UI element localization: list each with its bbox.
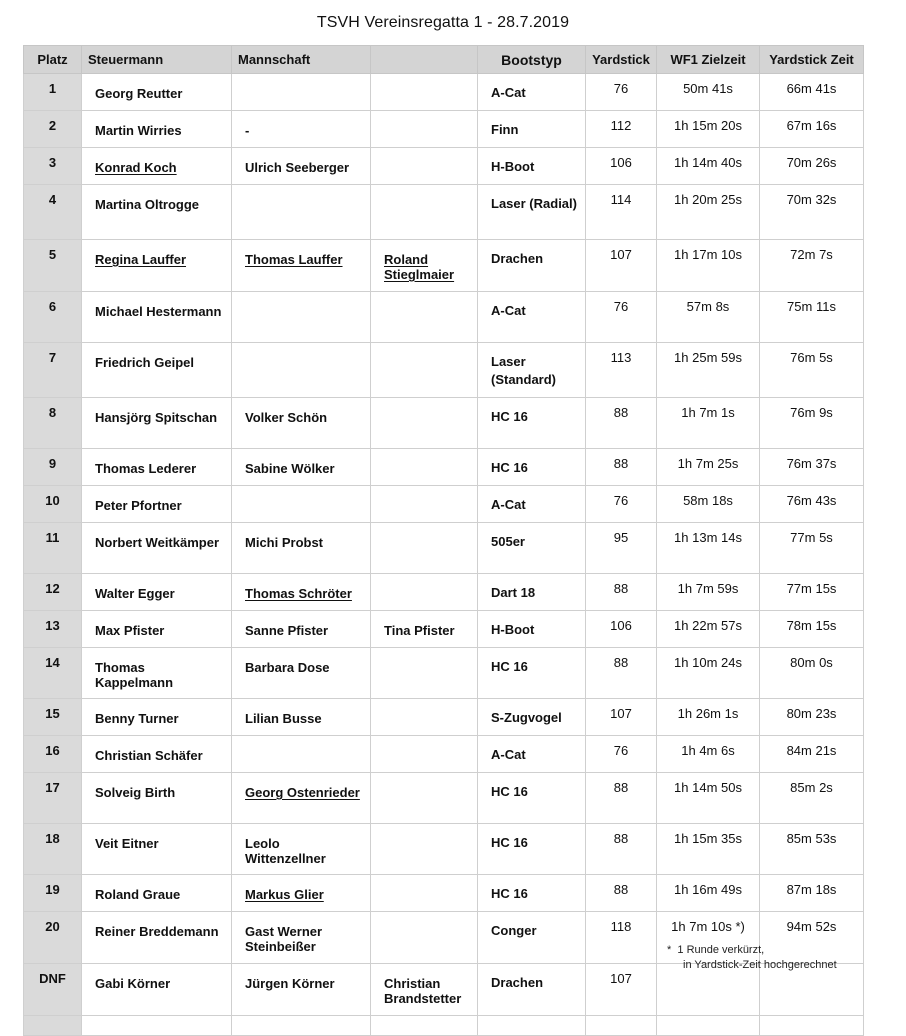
cell-crew-1: [232, 875, 371, 912]
cell-bootstyp: A-Cat: [478, 74, 586, 111]
cell-crew-1: Volker Schön: [232, 398, 371, 449]
header-mannschaft: Mannschaft: [232, 46, 371, 74]
cell-yardstick: 76: [586, 736, 657, 773]
cell-zielzeit: 1h 15m 35s: [657, 824, 760, 875]
cell-yardstick: 88: [586, 875, 657, 912]
cell-platz: 7: [24, 343, 82, 398]
table-row: [24, 343, 864, 398]
cell-steuermann: Michael Hestermann: [82, 292, 232, 343]
cell-yardstick: 88: [586, 574, 657, 611]
cell-bootstyp: Dart 18: [478, 574, 586, 611]
cell-bootstyp: HC 16: [478, 773, 586, 824]
cell-crew-1: [232, 74, 371, 111]
cell-zielzeit: 1h 13m 14s: [657, 523, 760, 574]
steuermann-link: Regina Lauffer: [95, 252, 187, 267]
crew-link: Georg Ostenrieder: [245, 785, 360, 800]
cell-platz: 5: [24, 240, 82, 292]
cell-crew-1: Sanne Pfister: [232, 611, 371, 648]
cell-bootstyp: 505er: [478, 523, 586, 574]
cell-bootstyp: A-Cat: [478, 736, 586, 773]
header-yardstick-zeit: Yardstick Zeit: [760, 46, 864, 74]
table-row: [24, 773, 864, 824]
cell-crew-2: [371, 240, 478, 292]
cell-yardstick-zeit: 75m 11s: [760, 292, 864, 343]
cell-yardstick: 95: [586, 523, 657, 574]
footnote-line-1: * 1 Runde verkürzt,: [667, 944, 765, 956]
cell-yardstick-zeit: 87m 18s: [760, 875, 864, 912]
cell-empty: [478, 1016, 586, 1036]
table-row: [24, 292, 864, 343]
cell-zielzeit: 1h 14m 40s: [657, 148, 760, 185]
cell-platz: 14: [24, 648, 82, 699]
header-yardstick: Yardstick: [586, 46, 657, 74]
cell-bootstyp: Drachen: [478, 240, 586, 292]
cell-bootstyp: Laser (Radial): [478, 185, 586, 240]
cell-crew-2: [371, 824, 478, 875]
table-row: [24, 736, 864, 773]
cell-platz: DNF: [24, 964, 82, 1016]
cell-yardstick-zeit: 84m 21s: [760, 736, 864, 773]
cell-zielzeit: 1h 14m 50s: [657, 773, 760, 824]
cell-yardstick-zeit: 94m 52s: [760, 912, 864, 964]
cell-crew-2: [371, 148, 478, 185]
cell-yardstick-zeit: 76m 43s: [760, 486, 864, 523]
cell-crew-2: [371, 398, 478, 449]
cell-platz: 3: [24, 148, 82, 185]
cell-yardstick: 88: [586, 398, 657, 449]
cell-zielzeit: 1h 7m 25s: [657, 449, 760, 486]
table-row: [24, 648, 864, 699]
crew-link: Thomas Lauffer: [245, 252, 343, 267]
cell-zielzeit: 1h 22m 57s: [657, 611, 760, 648]
cell-empty: [371, 1016, 478, 1036]
cell-steuermann: Veit Eitner: [82, 824, 232, 875]
cell-bootstyp: Drachen: [478, 964, 586, 1016]
cell-platz: 19: [24, 875, 82, 912]
header-mannschaft-2: [371, 46, 478, 74]
cell-yardstick-zeit: 70m 32s: [760, 185, 864, 240]
cell-crew-2: Tina Pfister: [371, 611, 478, 648]
table-row: [24, 699, 864, 736]
cell-bootstyp: HC 16: [478, 824, 586, 875]
table-row: [24, 574, 864, 611]
cell-yardstick-zeit: 77m 5s: [760, 523, 864, 574]
cell-yardstick-zeit: 76m 5s: [760, 343, 864, 398]
header-bootstyp: Bootstyp: [478, 46, 586, 74]
cell-platz: 10: [24, 486, 82, 523]
cell-steuermann: Reiner Breddemann: [82, 912, 232, 964]
table-row: [24, 824, 864, 875]
cell-crew-2: [371, 111, 478, 148]
cell-crew-2: [371, 523, 478, 574]
cell-platz: 9: [24, 449, 82, 486]
cell-bootstyp: HC 16: [478, 449, 586, 486]
footnote: [667, 943, 837, 973]
cell-crew-1: [232, 773, 371, 824]
cell-yardstick-zeit: 76m 9s: [760, 398, 864, 449]
cell-empty: [586, 1016, 657, 1036]
crew-link: Roland Stieglmaier: [384, 252, 455, 282]
cell-bootstyp: H-Boot: [478, 611, 586, 648]
cell-crew-1: [232, 343, 371, 398]
cell-crew-1: Jürgen Körner: [232, 964, 371, 1016]
cell-platz: 18: [24, 824, 82, 875]
cell-crew-1: [232, 292, 371, 343]
cell-zielzeit: 1h 15m 20s: [657, 111, 760, 148]
cell-empty: [760, 1016, 864, 1036]
cell-yardstick: 88: [586, 449, 657, 486]
cell-crew-1: Gast Werner Steinbeißer: [232, 912, 371, 964]
cell-zielzeit: 1h 17m 10s: [657, 240, 760, 292]
cell-zielzeit: 58m 18s: [657, 486, 760, 523]
cell-yardstick: 114: [586, 185, 657, 240]
cell-steuermann: Benny Turner: [82, 699, 232, 736]
cell-steuermann: Solveig Birth: [82, 773, 232, 824]
cell-crew-2: [371, 875, 478, 912]
cell-steuermann: Christian Schäfer: [82, 736, 232, 773]
table-row: [24, 240, 864, 292]
cell-yardstick-zeit: 80m 0s: [760, 648, 864, 699]
cell-crew-1: Lilian Busse: [232, 699, 371, 736]
cell-crew-2: [371, 292, 478, 343]
table-row: [24, 449, 864, 486]
cell-steuermann: Georg Reutter: [82, 74, 232, 111]
table-row: [24, 875, 864, 912]
cell-bootstyp: A-Cat: [478, 486, 586, 523]
cell-crew-2: [371, 736, 478, 773]
cell-platz: [24, 1016, 82, 1036]
cell-zielzeit: 1h 16m 49s: [657, 875, 760, 912]
header-platz: Platz: [24, 46, 82, 74]
table-row: [24, 523, 864, 574]
cell-platz: 4: [24, 185, 82, 240]
cell-steuermann: Roland Graue: [82, 875, 232, 912]
cell-crew-1: [232, 574, 371, 611]
cell-crew-2: [371, 648, 478, 699]
cell-crew-1: [232, 736, 371, 773]
cell-steuermann: Thomas Lederer: [82, 449, 232, 486]
header-steuermann: Steuermann: [82, 46, 232, 74]
cell-yardstick: 88: [586, 648, 657, 699]
cell-bootstyp: Laser (Standard): [478, 343, 586, 398]
cell-empty: [82, 1016, 232, 1036]
cell-bootstyp: HC 16: [478, 875, 586, 912]
cell-platz: 6: [24, 292, 82, 343]
cell-steuermann: [82, 240, 232, 292]
page-title: TSVH Vereinsregatta 1 - 28.7.2019: [316, 14, 570, 31]
cell-yardstick-zeit: 70m 26s: [760, 148, 864, 185]
cell-platz: 8: [24, 398, 82, 449]
results-table: [23, 45, 864, 1036]
cell-steuermann: Martin Wirries: [82, 111, 232, 148]
cell-crew-2: [371, 185, 478, 240]
cell-zielzeit: 57m 8s: [657, 292, 760, 343]
cell-steuermann: Friedrich Geipel: [82, 343, 232, 398]
cell-yardstick: 88: [586, 773, 657, 824]
cell-crew-2: Christian Brandstetter: [371, 964, 478, 1016]
table-header-row: [24, 46, 864, 74]
cell-zielzeit: 1h 7m 10s *): [657, 912, 760, 964]
cell-platz: 1: [24, 74, 82, 111]
cell-platz: 12: [24, 574, 82, 611]
cell-zielzeit: 1h 7m 59s: [657, 574, 760, 611]
cell-crew-2: [371, 699, 478, 736]
steuermann-link: Konrad Koch: [95, 160, 177, 175]
cell-crew-1: [232, 185, 371, 240]
cell-yardstick: 118: [586, 912, 657, 964]
cell-yardstick-zeit: 76m 37s: [760, 449, 864, 486]
cell-crew-2: [371, 486, 478, 523]
table-row: [24, 611, 864, 648]
cell-platz: 16: [24, 736, 82, 773]
cell-yardstick-zeit: 85m 2s: [760, 773, 864, 824]
cell-yardstick: 76: [586, 486, 657, 523]
cell-yardstick: 112: [586, 111, 657, 148]
cell-crew-1: Barbara Dose: [232, 648, 371, 699]
cell-steuermann: Norbert Weitkämper: [82, 523, 232, 574]
crew-link: Markus Glier: [245, 887, 324, 902]
crew-link: Thomas Schröter: [245, 586, 352, 601]
table-row-empty: [24, 1016, 864, 1036]
cell-crew-1: Sabine Wölker: [232, 449, 371, 486]
cell-zielzeit: 1h 7m 1s: [657, 398, 760, 449]
cell-zielzeit: 1h 4m 6s: [657, 736, 760, 773]
cell-crew-1: [232, 486, 371, 523]
cell-yardstick-zeit: 77m 15s: [760, 574, 864, 611]
cell-yardstick: 106: [586, 611, 657, 648]
cell-yardstick-zeit: 85m 53s: [760, 824, 864, 875]
cell-empty: [657, 1016, 760, 1036]
cell-crew-1: Leolo Wittenzellner: [232, 824, 371, 875]
cell-steuermann: Walter Egger: [82, 574, 232, 611]
cell-yardstick: 76: [586, 74, 657, 111]
cell-yardstick-zeit: 72m 7s: [760, 240, 864, 292]
cell-yardstick: 88: [586, 824, 657, 875]
cell-yardstick: 107: [586, 240, 657, 292]
cell-platz: 13: [24, 611, 82, 648]
footnote-line-2: in Yardstick-Zeit hochgerechnet: [683, 959, 837, 971]
table-row: [24, 111, 864, 148]
cell-yardstick-zeit: 80m 23s: [760, 699, 864, 736]
cell-bootstyp: HC 16: [478, 648, 586, 699]
cell-yardstick: 107: [586, 964, 657, 1016]
cell-crew-1: Michi Probst: [232, 523, 371, 574]
cell-empty: [232, 1016, 371, 1036]
cell-crew-2: [371, 343, 478, 398]
cell-platz: 20: [24, 912, 82, 964]
cell-yardstick: 107: [586, 699, 657, 736]
cell-bootstyp: S-Zugvogel: [478, 699, 586, 736]
cell-bootstyp: H-Boot: [478, 148, 586, 185]
cell-crew-2: [371, 449, 478, 486]
table-row: [24, 185, 864, 240]
cell-crew-1: [232, 240, 371, 292]
cell-yardstick-zeit: 78m 15s: [760, 611, 864, 648]
cell-zielzeit: 1h 10m 24s: [657, 648, 760, 699]
cell-steuermann: [82, 148, 232, 185]
cell-platz: 15: [24, 699, 82, 736]
cell-steuermann: Thomas Kappelmann: [82, 648, 232, 699]
cell-platz: 2: [24, 111, 82, 148]
cell-bootstyp: Conger: [478, 912, 586, 964]
cell-steuermann: Hansjörg Spitschan: [82, 398, 232, 449]
cell-steuermann: Martina Oltrogge: [82, 185, 232, 240]
table-row: [24, 398, 864, 449]
table-row: [24, 148, 864, 185]
cell-crew-2: [371, 912, 478, 964]
header-zielzeit: WF1 Zielzeit: [657, 46, 760, 74]
cell-zielzeit: 1h 20m 25s: [657, 185, 760, 240]
cell-crew-1: Ulrich Seeberger: [232, 148, 371, 185]
cell-platz: 17: [24, 773, 82, 824]
table-row: [24, 74, 864, 111]
cell-yardstick: 106: [586, 148, 657, 185]
cell-yardstick: 113: [586, 343, 657, 398]
cell-steuermann: Peter Pfortner: [82, 486, 232, 523]
cell-zielzeit: 50m 41s: [657, 74, 760, 111]
cell-bootstyp: HC 16: [478, 398, 586, 449]
cell-zielzeit: 1h 26m 1s: [657, 699, 760, 736]
cell-bootstyp: Finn: [478, 111, 586, 148]
cell-crew-1: -: [232, 111, 371, 148]
cell-yardstick-zeit: 67m 16s: [760, 111, 864, 148]
cell-crew-2: [371, 574, 478, 611]
cell-steuermann: Gabi Körner: [82, 964, 232, 1016]
cell-bootstyp: A-Cat: [478, 292, 586, 343]
cell-crew-2: [371, 773, 478, 824]
cell-zielzeit: 1h 25m 59s: [657, 343, 760, 398]
cell-yardstick: 76: [586, 292, 657, 343]
cell-platz: 11: [24, 523, 82, 574]
cell-steuermann: Max Pfister: [82, 611, 232, 648]
cell-yardstick-zeit: 66m 41s: [760, 74, 864, 111]
cell-crew-2: [371, 74, 478, 111]
table-row: [24, 486, 864, 523]
